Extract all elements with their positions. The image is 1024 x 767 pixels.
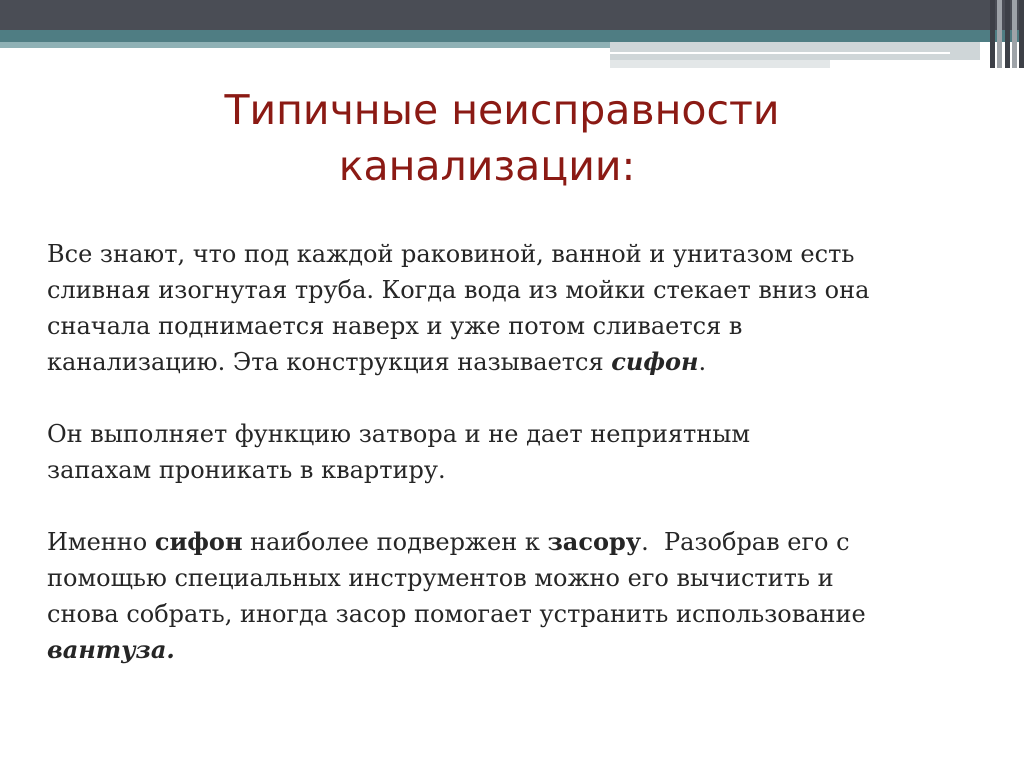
header-band-divider <box>610 52 950 54</box>
paragraph-3-line-2: помощью специальных инструментов можно его вычистить и <box>47 564 834 592</box>
paragraph-2-line-2: запахам проникать в квартиру. <box>47 456 446 484</box>
paragraph-2-line-1: Он выполняет функцию затвора и не дает неприятным <box>47 420 751 448</box>
term-plunger-emphasis: вантуза. <box>47 635 175 664</box>
paragraph-3-line-1 <box>47 524 997 560</box>
slide-title <box>0 82 1024 194</box>
paragraph-1-line-4 <box>47 344 997 380</box>
header-band-step <box>610 42 980 60</box>
header-edge-stripes <box>990 0 1024 68</box>
paragraph-1-line-1: Все знают, что под каждой раковиной, ванной и унитазом есть <box>47 240 855 268</box>
paragraph-3 <box>47 524 997 668</box>
slide-title-line1: Типичные неисправности <box>224 86 780 134</box>
header-band-dark <box>0 0 1024 30</box>
paragraph-3-line-1-b: наиболее подвержен к <box>242 528 548 556</box>
paragraph-1-line-4-end: . <box>698 348 707 376</box>
slide-body <box>47 236 997 668</box>
paragraph-1-line-4-text: канализацию. Эта конструкция называется <box>47 348 612 376</box>
header-band-step-lower <box>610 60 830 68</box>
paragraph-1 <box>47 236 997 380</box>
slide-title-line2: канализации: <box>338 142 636 190</box>
header-band-teal <box>0 30 1024 42</box>
paragraph-3-line-3: снова собрать, иногда засор помогает устранить использование <box>47 600 866 628</box>
paragraph-3-line-1-c: . Разобрав его с <box>641 528 850 556</box>
header-band-accent <box>0 42 610 48</box>
paragraph-2 <box>47 416 997 488</box>
paragraph-1-line-2: сливная изогнутая труба. Когда вода из мойки стекает вниз она <box>47 276 870 304</box>
term-siphon-emphasis: сифон <box>611 347 699 376</box>
paragraph-1-line-3: сначала поднимается наверх и уже потом сливается в <box>47 312 743 340</box>
term-siphon-bold: сифон <box>154 527 243 556</box>
term-clog-bold: засору <box>547 527 642 556</box>
paragraph-3-line-1-a: Именно <box>47 528 155 556</box>
